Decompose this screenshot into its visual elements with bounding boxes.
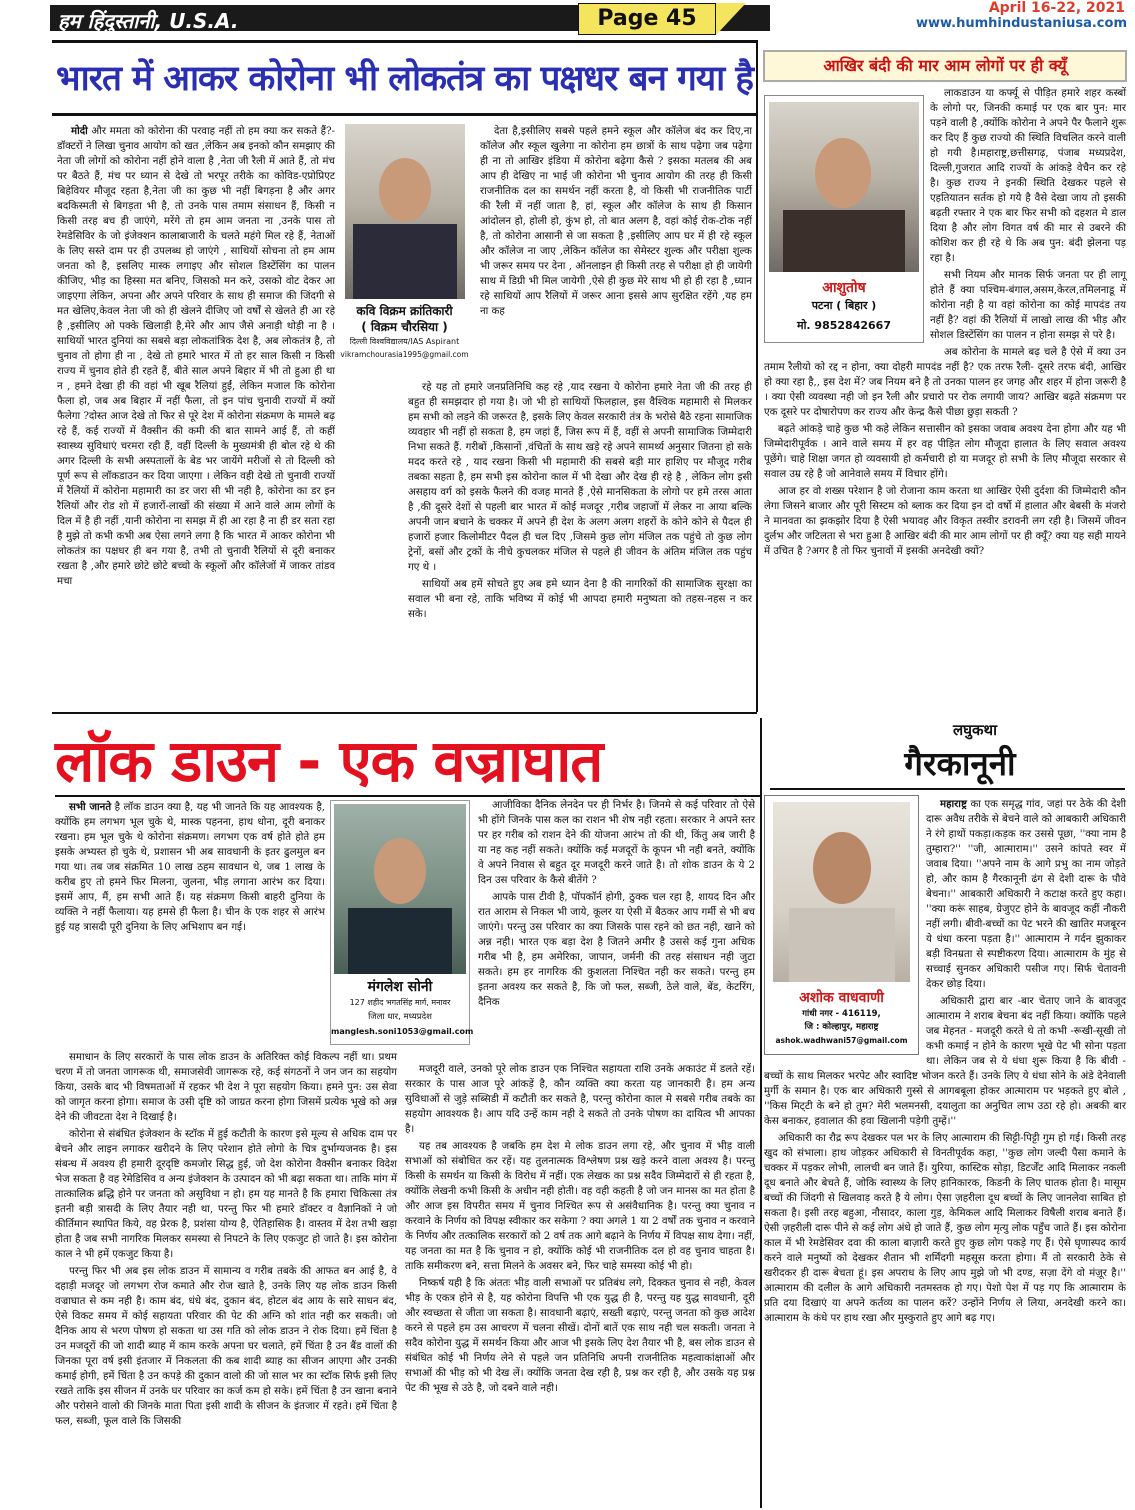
article2-col1-text: है लॉक डाउन क्या है, यह भी जानते कि यह आवश्यक है, क्योंकि हम लगभग भूल चुके थे, मास्क पहनना, हाथ धोना, दूरी बनाकर रखना। हम भूल चुके थे कोरोना संक्रमण। लगभग एक वर्ष होते होते हम इसके अभ्यस्त हो चुके थे, प्रशासन भी अब सावधानी के इतर ढुलमुल बन गया था। तब जब संक्रमित 10 लाख ठहम सावधान थे, जब 1 लाख के करीब हुए तो हमने फिर मिलना, जुलना, भीड़ लगाना आरंभ कर दिया। इसमें आप, मैं, हम सभी आते हैं। यह संक्रमण किसी बाहरी दुनिया के व्यक्ति ने नहीं फैलाया। यह हमसे ही फैला है। चीन के एक शहर से आरंभ हुई यह त्रासदी पूरी दुनिया के लिए अभिशाप बन गई। [55, 802, 325, 933]
article2-author-box [330, 800, 474, 1045]
story-author-addr2: जि : कोल्हापुर, महाराष्ट्र [804, 1022, 879, 1032]
article1-author-name: कवि विक्रम क्रांतिकारी [356, 304, 453, 318]
page-number: Page 45 [578, 3, 716, 35]
article1-headline: भारत में आकर कोरोना भी लोकतंत्र का पक्षधर बन गया है [52, 40, 757, 116]
article2-author-district: जिला धार, मध्यप्रदेश [368, 1012, 432, 1022]
story-p1: का एक समृद्ध गांव, जहां पर ठेके की देशी दारू अवैध तरीके से बेचने वाले को आबकारी अधिकारी ने रंगे हाथों पकड़ा।कड़क कर उससे पूछा, ''क्या नाम है तुम्हारा?'' ''जी, आत्माराम।'' उसने कांपते स्वर में जवाब दिया। ''अपने नाम के आगे प्रभु का नाम जोड़ते हो, और काम है गैरकानूनी ढंग से देशी दारू के पौवे बेचना।'' आबकारी अधिकारी ने कटाक्ष करते हुए कहा। ''क्या करूं साहब, ग्रेजुएट होने के बावजूद कहीं नौकरी नहीं लगी। बीवी-बच्चों का पेट भरने की खातिर मजबूरन ये धंधा करना पड़ता है।'' आत्माराम ने गर्दन झुकाकर बड़ी विनम्रता से स्पष्टीकरण दिया। आत्माराम के मुंह से सच्चाई सुनकर अधिकारी पसीज गए। सिर्फ चेतावनी देकर छोड़ दिया। [926, 799, 1126, 990]
masthead-logo: हम हिंदुस्तानी, U.S.A. [58, 9, 239, 33]
article2-col2-p2: आपके पास टीवी है, पॉपकॉर्न होगी, ठुक्क चल रहा है, शायद दिन और रात आराम से निकल भी जाये, कूलर या ऐसी में बैठकर आप गर्मी से भी बच जाएंगे। परन्तु उस परिवार का क्या जिसके पास रहने को छत नही, खाने को अन्न नही। भारत एक बड़ा देश है जितने अमीर है उससे कई गुना अधिक गरीब भी है, हम अमेरिका, जापान, जर्मनी की तरह संसाधन नही जुटा सकते। हम हर नागरिक की कुशलता निश्चित नही कर सकते। परन्तु हम इतना अवश्य कर सकते है, कि जो फल, सब्जी, ठेले वाले, बेंड, केटरिंग, दैनिक [478, 892, 755, 1008]
story-title: गैरकानूनी [904, 744, 1016, 783]
article1-col2-bottom [408, 380, 752, 710]
issue-date: April 16-22, 2021 [988, 0, 1125, 16]
story-rule [770, 788, 1125, 790]
article2-col2-bottom [405, 1062, 755, 1505]
sidebar-p3: अब कोरोना के मामले बढ़ चले है ऐसे में क्या उन तमाम रैलीयो को रद्द न होना, क्या दोहरी मापदंड नहीं है? एक तरफ रैली- दूसरे तरफ बंदी, आखिर हो क्या रहा है,, इस देश में? जब नियम बने है तो उनका पालन हर जगह और शहर में होना जरूरी है । क्या ऐसी व्यवस्था नही जो इन रैली और प्रचारो पर रोक लगायी जाय? आखिर बढ़ते संक्रमण पर एक दूसरे पर दोषारोपण कर राज्य और केन्द्र कैसे पीछा छुड़ा सकती ? [764, 347, 1126, 418]
story-p2: अधिकारी द्वारा बार -बार चेताए जाने के बावजूद आत्माराम ने शराब बेचना बंद नहीं किया। क्योंकि पहले जब मेहनत - मजदूरी करते थे तो कभी -रूखी-सूखी तो कभी कमाई न होने के कारण भूखे पेट भी सोना पड़ता था। लेकिन जब से ये धंधा शुरू किया है कि बीवी - बच्चों के साथ मिलकर भरपेट और स्वादिष्ट भोजन करते हैं। उनके लिए ये धंधा सोने के अंडे देनेवाली मुर्गी के समान है। एक बार अधिकारी गुस्से से आगबबूला होकर आत्माराम पर भड़कते हुए बोले , ''किस मिट्‌टी के बने हो तुम? मेरी भलमनसी, दयालुता का अनुचित लाभ उठा रहे हो। अबकी बार केस बनाकर, हवालात की हवा खिलानी पड़ेगी तुम्हें।'' [764, 996, 1126, 1127]
article2-rule [55, 795, 760, 797]
sidebar-author-phone: मो. 9852842667 [797, 319, 891, 332]
article1-col1-text: और ममता को कोरोना की परवाह नहीं तो हम क्या कर सकते हैं?- डॉक्टरों ने लिखा चुनाव आयोग को खत ,लेकिन अब इनको कौन समझाए की नेता जी लोगों को कोरोना नहीं होने वाला है ,नेता जी रैली में आते हैं, तो मंच पर बैठते हैं, मंच पर ध्यान से देखे तो भरपूर तरीके का कोविड-एप्रोप्रिएट बिहेवियर मौजूद रहता है,नेता जी का कुछ भी नहीं बिगड़ना है और अगर बदकिस्मती से बिगड़ता भी है, तो उनके पास तमाम संसाधन हैं, किसी न किसी तरह बच ही जाएंगे, मरेंगे तो हम आम जनता ना ,उनके पास तो रेमडेसिविर के जो इंजेक्शन कालाबाजारी के चलते महंगे मिल रहे हैं, नेताओं के लिए सस्ते दाम पर ही उपलब्ध हो जाएंगे , साथियों सोचना तो हम आम जनता को है, इसलिए मास्क लगाइए और सोशल डिस्टेंसिंग का पालन कीजिए, भीड़ का हिस्सा मत बनिए, जिसको मन करे, उसको वोट देकर आ जाइएगा लेकिन, अपना और अपने परिवार के साथ ही समाज की जिंदगी से मत खेलिए,केवल नेता जी को ही खेलने दीजिए जो वर्षों से खेलते ही आ रहे है ,इसीलिए ओ पक्के खिलाड़ी है,मेरे और आप जैसे अनाड़ी थोड़ी ना है ।साथियों भारत दुनियां का सबसे बड़ा लोकतांत्रिक देश है, अब लोकतंत्र है, तो चुनाव तो होगा ही ना , देखे तो हमारे भारत में तो हर साल किसी न किसी राज्य में चुनाव होते ही रहते हैं, बीते साल अपने बिहार में भी तो हुआ ही था न , हमने देखा ही की वहां भी खूब रैलियां हुईं, लेकिन मजाल कि कोरोना फैला हो, जब अब बिहार में नहीं फैला, तो इन पांच चुनावी राज्यों में क्यों फैलेगा ?दोस्त आज देखे तो फिर से पूरे देश में कोरोना संक्रमण के मामले बढ़ रहे हैं, कई राज्यों में वैक्सीन की कमी की बात सामने आई हैं, तो कहीं स्वास्थ्य सुविधाएं चरमरा रही हैं, वहीं दिल्ली के मुख्यमंत्री ही बोल रहे थे की अगर दिल्ली के सभी अस्पतालों के बेड भर जायेंगे मरीजों से तो दिल्ली को पूर्ण रूप से लॉकडाउन कर दिया जाएगा । लेकिन वही देखे तो चुनावी राज्यों में रैलियों में कोरोना महामारी का डर जरा सी भी नही है, कोरोना का डर इन रैलियों और रोड शो में हजारों-लाखों की संख्या में आने वाले आम लोगों के दिल में है ही नहीं ,यानी कोरोना ना समझ में ही आ रहा है ना ही डर सता रहा है मुझे तो कभी कभी अब ऐसा लगने लगा है कि भारत में आकर कोरोना भी लोकतंत्र का पक्षधर ही बन गया है, तभी तो चुनावी रैलियों से दूरी बनाकर रखता है ,और हमारे छोटे छोटे बच्चो के स्कूलों और कॉलेजों में जाकर तांडव मचा [57, 126, 335, 587]
article2-col1-bottom [55, 1050, 397, 1505]
article2-author-photo [334, 804, 466, 974]
article2-author-name: मंगलेश सोनी [367, 979, 433, 995]
sidebar-p4: बढ़ते आंकड़े चाहे कुछ भी कहे लेकिन सत्तासीन को इसका जवाब अवश्य देना होगा और यह भी जिम्मेदारीपूर्वक । आने वाले समय में हर वह पीड़ित लोग मौजूदा हालात के लिए सवाल अवश्य पूछेंगे। चाहे शिक्षा जगत हो व्यवसायी हो कर्मचारी हो या मजदूर हो सभी के लिए मौजूदा सरकार से सवाल उम्र रहे है जो आनेवाले समय में विचार होंगे। [764, 424, 1126, 480]
story-author-addr1: गांधी नगर - 416119, [802, 1009, 881, 1019]
article2-col2-top [478, 798, 755, 1060]
story-label: लघुकथा [952, 721, 998, 739]
sidebar-intro: लाकडाउन या कर्फ्यू से पीड़ित हमारे शहर कस्बों के लोगो पर, जिनकी कमाई पर एक बार पुन: मार पड़ने वाली है ,क्योंकि कोरोना ने अपने पैर फैलाने शुरू कर दिए हैं कुछ राज्यो की स्थिति विचलित करने वाली हो गयी है।महाराष्ट्र,छत्तीसगढ़, पंजाब मध्यप्रदेश, दिल्ली,गुजरात आदि राज्यों के आंकड़े वेचैन कर रहे है। कुछ राज्य ने इनकी स्थिति देखकर पहले से एहतियातन सर्तक हो गये है वैसे देखा जाय तो इसकी बढ़ती रफ्तार ने एक बार फिर सभी को दहशत मे डाल दिया है और लोग विगत वर्ष की मार से उबरने की कोशिश कर ही रहे थे कि अब पुन: बंदी झेलना पड़ रहा है। [930, 88, 1126, 264]
article2-col1-p4: परन्तु फिर भी अब इस लोक डाउन में सामान्य व गरीब तबके की आफत बन आई है, वे दहाड़ी मजदूर जो लगभग रोज कमाते और रोज खाते है, उनके लिए यह लोक डाउन किसी वज्राघात से कम नही है। काम बंद, धंधे बंद, दुकान बंद, होटल बंद आय के सारे साधन बंद, ऐसे विकट समय में कोई सहायता परिवार की पेट की अग्नि को शांत नही कर सकती। जो दैनिक आय से भरण पोषण हो सकता था उस गति को लोक डाउन ने रोक दिया। हमें चिंता है उन मजदूरों की जो शादी ब्याह में काम करके अपना घर चलाते, हमें चिंता है उन बैंड वालों की जिनका पूरा वर्ष इसी इंतजार में निकलता की कब शादी ब्याह का सीजन आएगा और उनकी कमाई होगी, हमें चिंता है उन कपड़े की दुकान वालो की जो साल भर का स्टॉक सिर्फ इसी लिए रखते ताकि इस सीजन में उनके घर परिवार का कर्ज कम हो सके। हमें चिंता है उन खाना बनाने और परोसने वालो की जिनके माता पिता इसी शादी के सीजन के इंतजार में रहते। हमें चिंता है फल, सब्जी, फूल वाले कि जिसकी [55, 1266, 397, 1427]
article1-col2-closing: साथियों अब हमें सोचते हुए अब हमे ध्यान देना है की नागरिकों की सामाजिक सुरक्षा का सवाल भी बना रहे, ताकि भविष्य में कोई भी आपदा हमारी मनुष्यता को तहस-नहस न कर सके। [408, 579, 752, 620]
sidebar-body [764, 86, 1126, 714]
article1-author-alias: ( विक्रम चौरसिया ) [361, 320, 448, 334]
article2-lead: सभी जानते [69, 801, 112, 813]
article1-col2-bottom-text: रहे यह तो हमारे जनप्रतिनिधि कह रहे ,याद रखना ये कोरोना हमारे नेता जी की तरह ही बहुत ही समझदार हो गया है। जो भी हो साथियों फिलहाल, इस वैश्विक महामारी से मिलकर हम सभी को लड़ने की जरूरत है, इसके लिए केवल सरकारी तंत्र के भरोसे बैठे रहना सामाजिक व्यवहार भी नहीं हो सकता है, हम जहां हैं, जिस रूप में हैं, वहीं से अपनी सामाजिक जिम्मेदारी निभा सकते हैं. गरीबों ,किसानों ,वंचितों के साथ खड़े रहे अपने सामर्थ्य अनुसार जितना हो सके मदद करते रहे , याद रखना किसी भी महामारी की सबसे बड़ी मार हाशिए पर मौजूद गरीब तबका सहता है, हम सभी इस कोरोना काल में भी देखा और देख ही रहे है , लेकिन लोग इसी असहाय वर्ग को इसके फैलने की वजह मानते हैं ,ऐसे मानसिकता के लोगो पर हमे तरस आता है ,की दूसरे देशों से पहली बार भारत में कोई मजदूर ,गरीब जहाजों में लेकर ना आया बल्कि अपनी जान बचाने के चक्कर में अपने ही देश के अलग अलग शहरों के कोने कोने से पैदल ही हजारों हजार किलोमीटर पैदल ही चल दिए ,जिसमे कुछ लोग मंजिल तक पहुंचे तो कुछ लोग ट्रेनों, बसों और ट्रकों के नीचे कुचलकर मंजिल से पहले ही जीवन के अंतिम मंजिल तक पहुंच गए थे । [408, 382, 752, 573]
article1-author-email: vikramchourasia1995@gmail.com [340, 350, 469, 359]
article2-col1-p2: समाधान के लिए सरकारों के पास लोक डाउन के अतिरिक्त कोई विकल्प नहीं था। प्रथम चरण में तो जनता जागरूक थी, समाजसेवी जागरूक रहे, कई संगठनों ने जन जन का सहयोग किया, उसके बाद भी विषमताओं में रहकर भी देश ने पूरा सहयोग किया। हमने पुन: उस सेवा को जागृत करना होगा। समाज के उसी दृष्टि को जाग्रत करना होगा जिसमें प्रत्येक भूखे को अन्न देने की जीवटता देश ने दिखाई है। [55, 1052, 397, 1123]
article1-author-affiliation: दिल्ली विश्वविद्यालय/IAS Aspirant [349, 337, 460, 346]
article2-col2-top-text: आजीविका दैनिक लेनदेन पर ही निर्भर है। जिनमे से कई परिवार तो ऐसे भी होंगे जिनके पास कल का राशन भी शेष नही रहता। सरकार ने अपने स्तर पर हर गरीब को राशन देने की योजना आरंभ तो की थी, किंतु अब जारी है या नह कह नहीं सकते। क्योंकि कई मजदूरों के कूपन भी नही बनते, क्योंकि वे अपने निवास से बहुत दूर मजदूरी करने जाते है। तो शोक डाउन के ये 2 दिन उस परिवार के कैसे बीतेंगे ? [478, 800, 755, 886]
column-divider-lower [760, 718, 762, 1508]
column-divider [756, 40, 758, 712]
article2-author-address: 127 शहीद भगतसिंह मार्ग, मनावर [349, 998, 451, 1007]
article2-author-email: manglesh.soni1053@gmail.com [331, 1027, 474, 1036]
sidebar-author-name: आशुतोष [822, 280, 866, 296]
page-tab-arrow [716, 3, 746, 35]
story-author-email: ashok.wadhwani57@gmail.com [775, 1036, 908, 1045]
story-p3: अधिकारी का रौद्र रूप देखकर पल भर के लिए आत्माराम की सिट्टी-पिट्टी गुम हो गई। किसी तरह खुद को संभाला। हाथ जोड़कर अधिकारी से विनतीपूर्वक कहा, ''कुछ लोग जल्दी पैसा कमाने के चक्कर में पड़कर लोभी, लालची बन जाते हैं। युरिया, कास्टिक सोड़ा, डिटर्जेंट आदि मिलाकर नकली दूध बनाते और बेचते हैं, जोकि स्वास्थ्य के लिए हानिकारक, किडनी के लिए घातक होता है। मासूम बच्चों की जिंदगी से खिलवाड़ करते है ये लोग। ऐसा ज़हरीला दूध बच्चों के लिए जानलेवा साबित हो सकता है। इसी तरह बहुआ, नौसादर, काला गुड़, केमिकल आदि मिलाकर विषैली शराब बनाते हैं। ऐसी ज़हरीली दारू पीने से कई लोग अंधे हो जाते हैं, कुछ लोग मृत्यु लोक पहुँच जाते हैं। इस कोरोना काल में भी रेमडेसिवर दवा की काला बाज़ारी करते हुए कुछ लोग पकड़े गए हैं। ऐसे घृणास्पद कार्य करने वाले मनुष्यों को देखकर शैतान भी शर्मिंदगी महसूस करता होगा। मैं तो सरकारी ठेके से खरीदकर ही दारू बेचता हूं। इस अपराध के लिए आप मुझे जो भी दण्ड, सज़ा देंगे वो मंज़ूर है।'' आत्माराम की दलील के आगे अधिकारी नतमस्तक हो गए। पेशो पेश में पड़ गए कि आत्माराम के प्रति दया दिखाएं या अपने कर्तव्य का पालन करें? उन्होंने निर्णय ले लिया, अनदेखी करने का। आत्माराम के कंधे पर हाथ रखा और मुस्कुराते हुए आगे बढ़ गए। [764, 1133, 1126, 1324]
story-author-name: अशोक वाधवाणी [799, 990, 884, 1006]
article2-col2-p4: निष्कर्ष यही है कि अंततः भीड़ वाली सभाओं पर प्रतिबंध लगे, दिक्कत चुनाव से नही, केवल भीड़ के एकत्र होने से है, यह कोरोना विपत्ति भी एक युद्ध ही है, परन्तु यह युद्ध सावधानी, दूरी और स्वच्छता से जीता जा सकता है। सावधानी बढ़ाएं, सख्ती बढ़ाएं, परन्तु जनता को कुछ आदेश करने से पहले हम उस आचरण में चलना सीखें। दोनों बातें एक साथ नही चल सकती। जनता ने सदैव कोरोना युद्ध में समर्थन किया और आज भी इसके लिए देश तैयार भी है, बस लोक डाउन से संबंधित कोई भी निर्णय लेने से पहले जन प्रतिनिधि अपनी राजनीतिक महत्वाकांक्षाओं और सभाओं की भीड़ को भी देख लें। क्योंकि जनता देख रही है, प्रश्न कर रही है, और उसके यह प्रश्न पेट की भूख से उठे है, जो दबने वाले नही। [405, 1278, 755, 1394]
story-lead: महाराष्ट्र [940, 798, 967, 810]
article2-col1-p3: कोरोना से संबंधित इंजेक्शन के स्टॉक में हुई कटौती के कारण इसे मूल्य से अधिक दाम पर बेचने और लाइन लगाकर खरीदने के लिए परेशान होते लोगो के चित्र दुर्भाग्यजनक है। इस संबन्ध में अवश्य ही हमारी दूरदृष्टि कमजोर सिद्ध हुई, जो देश कोरोना वैक्सीन बनाकर विदेश भेज सकता है वह रेमेडिसिव व अन्य इंजेक्शन के उत्पादन को भी बढ़ा सकता था। ताकि मांग में तात्कालिक ब्रद्धि होने पर जनता को असुविधा न हो। हम यह मानते है कि हमारा चिकित्सा तंत्र इतनी बड़ी त्रासदी के लिए तैयार नही था, परन्तु फिर भी हमारे डॉक्टर व वैज्ञानिकों ने जो कीर्तिमान स्थापित किये, वह प्रेरक है, प्रशंसा योग्य है, ऐतिहासिक है। वास्तव में देश तभी खड़ा होता है जब सभी नागरिक मिलकर समस्या से निपटने के लिए एकजुट हो जाते है। इस कोरोना काल ने भी हमें एकजुट किया है। [55, 1129, 397, 1260]
article2-col2-bottom-text: मजदूरी वाले, उनको पूरे लोक डाउन एक निश्चित सहायता राशि उनके अकाउंट में डलते रहें। सरकार के पास आज पूरे आंकड़ें है, कौन व्यक्ति क्या करता यह जानकारी है। हम अन्य सुविधाओं से जुड़े सब्सिडी में कटौती कर सकते है, परन्तु कोरोना काल मे सबसे गरीब तबके का सहयोग आवश्यक है। आप यदि उन्हें काम नही दे सकते तो उनके पोषण का दायित्व भी आपका है। [405, 1064, 755, 1135]
article2-col2-p3: यह तब आवश्यक है जबकि हम देश मे लोक डाउन लगा रहे, और चुनाव में भीड़ वाली सभाओं को संबोधित कर रहें। यह तुलनात्मक विश्लेषण प्रश्न खड़े करने वाला अवश्य है। परन्तु किसी के समर्थन या किसी के विरोध में नहीं। एक लेखक का प्रश्न सदैव जिम्मेदारों से ही रहता है, क्योंकि लेखनी कभी किसी के अधीन नही होती। वह वही कहती है जो जन मानस का मत होता है और आज इस विपरीत समय में चुनाव निश्चित रूप से असंवैधानिक है। परन्तु क्या चुनाव न करवाने के निर्णय को विपक्ष स्वीकार कर सकेगा ? क्या अगले 1 या 2 वर्षों तक चुनाव न करवाने के निर्णय और तत्कालिक सरकारों को 2 वर्ष तक आगे बढ़ाने के निर्णय में विपक्ष साथ देगा। नहीं, यह जनता का मत है कि चुनाव न हो, क्योंकि कोई भी राजनीतिक दल हो वह चुनाव चाहता है। ताकि समीकरण बने, सत्ता मिलने के अवसर बने, फिर चाहे समस्या कोई भी हो। [405, 1141, 755, 1272]
sidebar-p2: सभी नियम और मानक सिर्फ जनता पर ही लागू होते हैं क्या पश्चिम-बंगाल,असम,केरल,तमिलनाडू में कोरोना नही है या वहां कोरोना का कोई मापदंड तय नहीं है? वहां की रैलियों में लाखो लाख की भीड़ और सोशल डिस्टेंसिंग का पालन न होना समझ से परे है। [930, 270, 1126, 341]
sidebar-p5: आज हर वो शख्स परेशान है जो रोजाना काम करता था आखिर ऐसी दुर्दशा की जिम्मेदारी कौन लेगा जिसने बाजार और पूरी सिस्टम को ब्लाक कर दिया इन दो वर्षो में हालात और बेबसी के मंजरो ने मानवता का झकझोर दिया है ऐसी भयावह और विकृत तस्वीर डरावनी लग रही है। जिसमें जीवन दुर्लभ और जटिलता से भरा हुआ है आखिर बंदी की मार आम लोगों पर ही क्यूँ? क्या यह सही मायने में उचित है ?अगर है तो फिर चुनावों में इसकी अनदेखी क्यों? [764, 486, 1126, 557]
sidebar-author-city: पटना ( बिहार ) [811, 299, 877, 312]
section-divider [52, 712, 757, 714]
story-body [764, 797, 1126, 1507]
article2-col1-top [55, 800, 325, 1048]
website-link[interactable]: www.humhindustaniusa.com [915, 16, 1127, 31]
article2-headline: लॉक डाउन - एक वज्राघात [55, 727, 603, 795]
sidebar-headline: आखिर बंदी की मार आम लोगों पर ही क्यूँ [763, 50, 1127, 82]
article1-col2-top-text: देता है,इसीलिए सबसे पहले हमने स्कूल और कॉलेज बंद कर दिए,ना कॉलेज और स्कूल खुलेगा ना कोरोना हम छात्रों के साथ पढ़ेगा जब पढ़ेगा ही ना तो आखिर इंडिया में कोरोना बढ़ेगा कैसे ? इसका मतलब की अब आप ही देखिए ना भाई जी कोरोना भी चुनाव आयोग की तरह ही किसी राजनीतिक दल का समर्थन नहीं करता है, वो किसी भी राजनीतिक पार्टी की रैली में नहीं जाता है, हां, स्कूल और कॉलेज के साथ ही किसान आंदोलन हो, होली हो, कुंभ हो, तो बात अलग है, वहां कोई रोक-टोक नहीं है, तो कोरोना आसानी से जा सकता है ,इसीलिए आप घर में ही रहे स्कूल और कॉलेज ना जाए ,लेकिन कॉलेज का सेमेस्टर शुल्क और परीक्षा शुल्क भी जरूर समय पर देना , ऑनलाइन ही किसी तरह से परीक्षा हो ही जायेगी साथ में डिग्री भी मिल जायेगी ,ऐसे ही कुछ मेरे साथ भी हो ही रहा है ,ध्यान रहे साथियों आप रैलियों में जरूर आना इससे आप सुरक्षित रहेंगे ,यह हम ना कह [480, 126, 752, 317]
article1-lead: मोदी [71, 125, 88, 137]
article1-col2-top [480, 124, 752, 379]
